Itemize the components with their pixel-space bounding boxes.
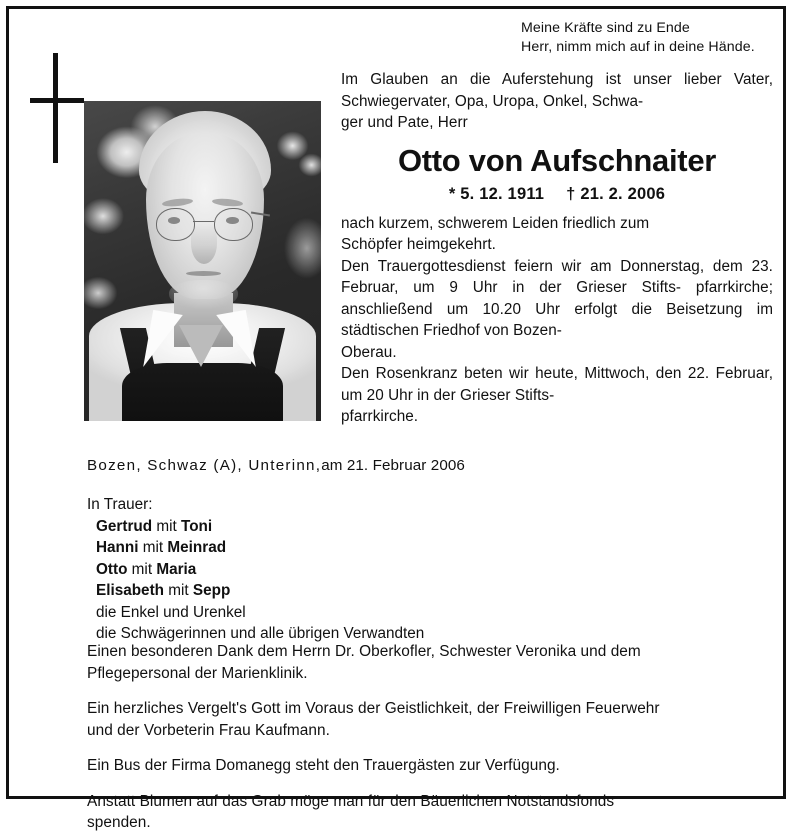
thanks-clergy-paragraph [87,698,781,741]
cross-icon-horizontal-bar [30,98,84,103]
funeral-service-paragraph [341,256,773,364]
mourner-row [96,516,424,538]
thanks-clinic-text: Einen besonderen Dank dem Herrn Dr. Oberkofler, Schwester Veronika und dem [87,643,641,660]
mourner-row [96,559,424,581]
cross-icon-vertical-bar [53,53,58,163]
photo-chin [169,280,238,309]
place-names: Bozen, Schwaz (A), Unterinn, [87,457,322,474]
closing-notes [87,641,781,834]
introduction-paragraph [341,69,773,134]
donation-paragraph [87,791,781,834]
place-date-line [87,457,465,474]
rosary-last-line: pfarrkirche. [341,408,419,425]
mourner-partner-name: Meinrad [167,539,227,556]
mourner-partner-name: Sepp [192,582,231,599]
quote-line-2: Herr, nimm mich auf in deine Hände. [521,39,755,55]
rosary-paragraph [341,363,773,428]
photo-nose [191,223,217,265]
mourners-relatives: die Schwägerinnen und alle übrigen Verwandten [96,625,425,642]
thanks-clinic-last-line: Pflegepersonal der Marienklinik. [87,664,308,682]
mourners-heading: In Trauer: [87,496,153,513]
mourner-row [96,580,424,602]
thanks-clergy-last-line: und der Vorbeterin Frau Kaufmann. [87,721,330,739]
rosary-text: Den Rosenkranz beten wir heute, Mittwoch, den 22. Februar, um 20 Uhr in der Grieser Stifts- [341,365,773,404]
bus-paragraph: Ein Bus der Firma Domanegg steht den Trauergästen zur Verfügung. [87,757,560,774]
mourner-primary-name: Gertrud [96,517,153,535]
funeral-service-last-line: Oberau. [341,343,397,361]
mourner-conjunction: mit [138,539,168,556]
mourner-conjunction: mit [127,560,157,578]
memorial-quote [521,19,776,57]
portrait-photo [84,101,321,421]
mourners-list [87,494,424,645]
donation-text: Anstatt Blumen auf das Grab möge man für den Bäuerlichen Notstandsfonds [87,792,615,810]
photo-mouth [186,271,222,276]
notice-date: am 21. Februar 2006 [321,457,465,474]
birth-date: * 5. 12. 1911 [448,184,545,203]
mourner-primary-name: Elisabeth [96,582,165,599]
life-dates [341,185,773,204]
photo-eyeglass-lens-left [156,208,195,240]
passing-paragraph [341,213,773,256]
photo-eyeglass-lens-right [214,208,253,240]
mourner-primary-name: Otto [96,560,128,578]
mourner-conjunction: mit [164,582,193,599]
funeral-service-text: Den Trauergottesdienst feiern wir am Donnerstag, dem 23. Februar, um 9 Uhr in der Grieser Stifts- pfarrkirche; anschließend um 10.20 Uhr erfolgt die Beisetzung im städtischen Friedhof von Bozen- [341,257,773,339]
photo-shirt-opening [179,325,223,367]
donation-last-line: spenden. [87,814,151,831]
photo-apron [122,363,283,421]
death-date: † 21. 2. 2006 [566,184,666,203]
mourner-partner-name: Toni [181,517,213,535]
mourner-primary-name: Hanni [96,539,139,556]
mourner-conjunction: mit [152,517,181,535]
mourner-row [96,537,424,559]
introduction-last-line: ger und Pate, Herr [341,114,468,131]
mourners-grandchildren: die Enkel und Urenkel [96,603,246,621]
passing-last-line: Schöpfer heimgekehrt. [341,236,496,253]
main-text-column [341,69,773,428]
deceased-name: Otto von Aufschnaiter [397,142,717,178]
passing-text: nach kurzem, schwerem Leiden friedlich zum [341,214,650,232]
quote-line-1: Meine Kräfte sind zu Ende [521,20,690,36]
thanks-clergy-text: Ein herzliches Vergelt's Gott im Voraus der Geistlichkeit, der Freiwilligen Feuerwehr [87,700,660,717]
thanks-clinic-paragraph [87,641,781,684]
obituary-notice [6,6,786,831]
mourner-partner-name: Maria [156,560,197,578]
introduction-text: Im Glauben an die Auferstehung ist unser lieber Vater, Schwiegervater, Opa, Uropa, Onkel, Schwa- [341,71,773,110]
